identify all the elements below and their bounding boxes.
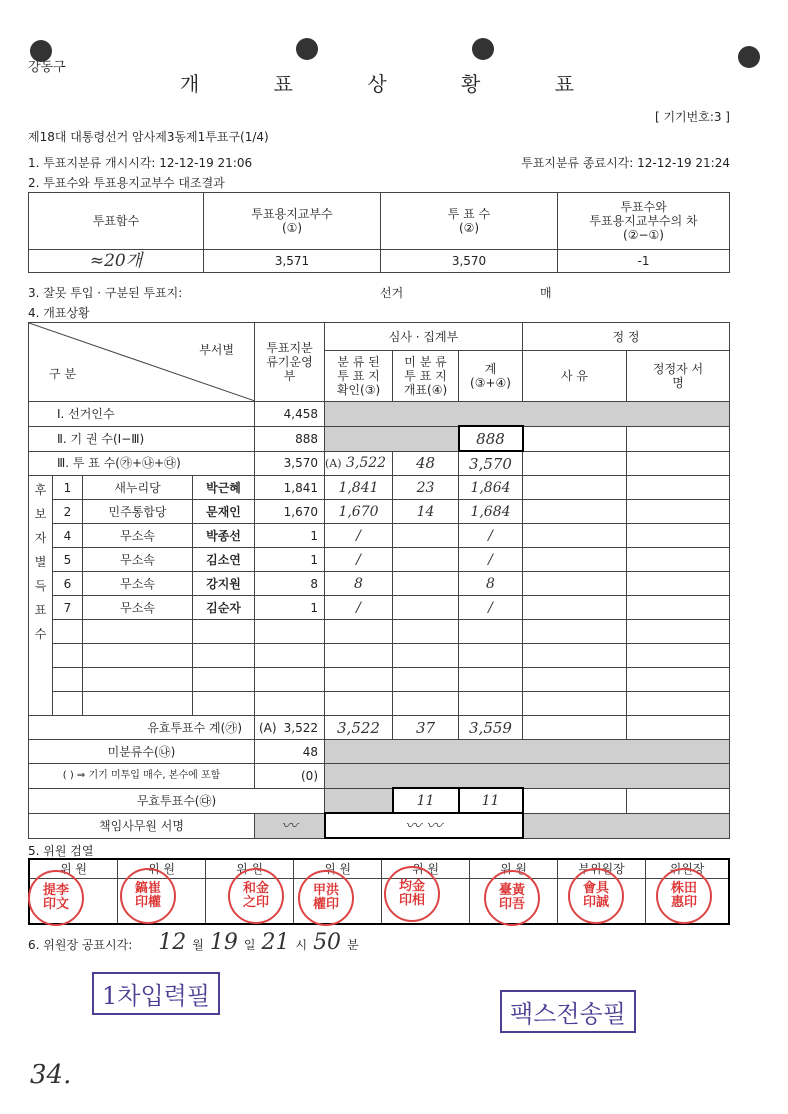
hw-sum: / [459, 596, 523, 620]
hw-classified: / [325, 548, 393, 572]
seal-stamp: 會具 印誠 [568, 868, 624, 924]
committee-head: 위 원 [470, 859, 558, 879]
shaded-cell [325, 740, 730, 764]
hw-minute: 50 [313, 930, 342, 955]
votes-count: 3,570 [381, 250, 558, 273]
table-row [29, 668, 730, 692]
header-issued: 투표용지교부수 (①) [204, 193, 381, 250]
candidate-party: 무소속 [83, 572, 193, 596]
shaded-cell [325, 402, 730, 427]
candidate-machine: 1 [255, 548, 325, 572]
shaded-cell [325, 764, 730, 789]
committee-head: 위 원 [118, 859, 206, 879]
election-name: 제18대 대통령선거 암사제3동제1투표구(1/4) [28, 130, 269, 144]
table-row [29, 692, 730, 716]
candidate-name: 문재인 [193, 500, 255, 524]
seal-stamp: 提李 印文 [28, 870, 84, 926]
section3-label: 3. 잘못 투입 · 구분된 투표지: [28, 286, 183, 300]
clerk-signature: 〰 [255, 813, 325, 838]
candidate-no: 6 [53, 572, 83, 596]
candidate-party: 무소속 [83, 524, 193, 548]
candidate-no: 7 [53, 596, 83, 620]
candidate-no: 2 [53, 500, 83, 524]
day-label: 일 [243, 938, 256, 952]
empty-cell [523, 426, 627, 451]
section3-election: 선거 [380, 286, 404, 300]
empty-cell [523, 788, 627, 813]
header-sum: 계 (③+④) [459, 351, 523, 402]
empty-cell [627, 451, 730, 476]
candidate-no: 4 [53, 524, 83, 548]
empty-cell [627, 596, 730, 620]
header-category: 구 분 [49, 367, 76, 381]
section4-label: 4. 개표상황 [28, 306, 90, 320]
hw-day: 19 [209, 930, 238, 955]
candidate-machine: 1 [255, 524, 325, 548]
hw-sum: 1,864 [459, 476, 523, 500]
page-number: 34. [30, 1060, 72, 1090]
committee-head: 위 원 [294, 859, 382, 879]
seal-stamp: 臺黃 印吾 [484, 870, 540, 926]
diagonal-line [29, 323, 255, 401]
empty-cell [523, 451, 627, 476]
row-electors-value: 4,458 [255, 402, 325, 427]
empty-cell [627, 476, 730, 500]
hw-month: 12 [158, 930, 187, 955]
empty-cell [523, 716, 627, 740]
row-unclassified-value: 48 [255, 740, 325, 764]
header-category-cell [29, 323, 255, 402]
reviewer-signature: 〰 〰 [325, 813, 523, 838]
empty-cell [523, 500, 627, 524]
empty-cell [627, 426, 730, 451]
shaded-cell [325, 426, 459, 451]
hw-classified: / [325, 524, 393, 548]
hw-invalid-unclassified: 11 [393, 788, 459, 813]
table-row [29, 524, 730, 548]
row-valid-value: (A) 3,522 [255, 716, 325, 740]
punch-hole [472, 38, 494, 60]
tally-table [28, 322, 730, 839]
hw-valid-sum: 3,559 [459, 716, 523, 740]
classify-end-time: 투표지분류 종료시각: 12-12-19 21:24 [521, 156, 730, 170]
candidate-party: 민주통합당 [83, 500, 193, 524]
empty-cell [523, 572, 627, 596]
first-input-stamp: 1차입력필 [92, 972, 220, 1015]
empty-cell [523, 476, 627, 500]
hw-sum: / [459, 548, 523, 572]
section5-label: 5. 위원 검열 [28, 844, 94, 858]
ballot-box-count: ≈20개 [29, 250, 204, 273]
empty-cell [523, 596, 627, 620]
difference-value: -1 [558, 250, 730, 273]
hw-abstain: 888 [459, 426, 523, 451]
hw-unclassified [393, 548, 459, 572]
header-correction: 정 정 [523, 323, 730, 351]
header-classified: 분 류 된 투 표 지 확인(③) [325, 351, 393, 402]
row-votes-value: 3,570 [255, 451, 325, 476]
hw-sum: 1,684 [459, 500, 523, 524]
seal-stamp: 鎬崔 印權 [120, 868, 176, 924]
minute-label: 분 [347, 938, 359, 952]
hw-valid-unclassified: 37 [393, 716, 459, 740]
hw-unclassified: 14 [393, 500, 459, 524]
seal-stamp: 甲洪 權印 [298, 870, 354, 926]
table-row [29, 596, 730, 620]
header-machine: 투표지분류기운영부 [255, 323, 325, 402]
candidate-machine: 8 [255, 572, 325, 596]
candidate-name: 김순자 [193, 596, 255, 620]
issued-count: 3,571 [204, 250, 381, 273]
table-row [29, 548, 730, 572]
header-votes: 투 표 수 (②) [381, 193, 558, 250]
hw-unclassified [393, 572, 459, 596]
hw-votes-classified: (A) 3,522 [325, 451, 393, 476]
section3-unit: 매 [540, 286, 552, 300]
candidate-machine: 1,841 [255, 476, 325, 500]
candidate-name: 강지원 [193, 572, 255, 596]
header-corrector: 정정자 서 명 [627, 351, 730, 402]
district-label: 강동구 [28, 60, 66, 75]
row-valid-label: 유효투표수 계(㉮) [29, 716, 255, 740]
row-unclassified-label: 미분류수(㉯) [29, 740, 255, 764]
seal-stamp: 和金 之印 [228, 868, 284, 924]
empty-cell [627, 500, 730, 524]
committee-head: 위원장 [646, 859, 730, 879]
candidate-no: 5 [53, 548, 83, 572]
row-abstain-label: Ⅱ. 기 권 수(Ⅰ−Ⅲ) [29, 426, 255, 451]
classify-start-time: 1. 투표지분류 개시시각: 12-12-19 21:06 [28, 156, 253, 170]
hw-classified: 1,670 [325, 500, 393, 524]
header-reason: 사 유 [523, 351, 627, 402]
table-row [29, 644, 730, 668]
row-invalid-label: 무효투표수(㉰) [29, 788, 325, 813]
hw-classified: 8 [325, 572, 393, 596]
vote-reconciliation-table [28, 192, 730, 273]
row-abstain-value: 888 [255, 426, 325, 451]
hw-unclassified [393, 524, 459, 548]
row-note-value: (0) [255, 764, 325, 789]
side-label: 후 보 자 별 득 표 수 [29, 476, 53, 716]
candidate-machine: 1,670 [255, 500, 325, 524]
hour-label: 시 [295, 938, 308, 952]
header-review: 심사 · 집계부 [325, 323, 523, 351]
shaded-cell [523, 813, 730, 838]
candidate-name: 박종선 [193, 524, 255, 548]
empty-cell [523, 524, 627, 548]
hw-classified: / [325, 596, 393, 620]
candidate-name: 박근혜 [193, 476, 255, 500]
hw-valid-classified: 3,522 [325, 716, 393, 740]
committee-head: 위 원 [382, 859, 470, 879]
announce-time-row [28, 930, 359, 955]
empty-cell [627, 716, 730, 740]
candidate-party: 새누리당 [83, 476, 193, 500]
header-difference: 투표수와 투표용지교부수의 차 (②−①) [558, 193, 730, 250]
candidate-no: 1 [53, 476, 83, 500]
section6-label: 6. 위원장 공표시각: [28, 938, 133, 952]
committee-head: 위 원 [206, 859, 294, 879]
candidate-name: 김소연 [193, 548, 255, 572]
hw-hour: 21 [261, 930, 290, 955]
row-note-label: ( ) ⇒ 기기 미투입 매수, 본수에 포함 [29, 764, 255, 789]
table-row [29, 572, 730, 596]
hw-invalid-sum: 11 [459, 788, 523, 813]
row-electors-label: Ⅰ. 선거인수 [29, 402, 255, 427]
machine-number: [ 기기번호:3 ] [654, 110, 730, 124]
candidate-party: 무소속 [83, 548, 193, 572]
empty-cell [523, 548, 627, 572]
header-ballot-box: 투표함수 [29, 193, 204, 250]
hw-votes-sum: 3,570 [459, 451, 523, 476]
hw-sum: 8 [459, 572, 523, 596]
seal-stamp: 均金 印相 [384, 866, 440, 922]
hw-unclassified [393, 596, 459, 620]
punch-hole [738, 46, 760, 68]
empty-cell [627, 548, 730, 572]
hw-unclassified: 23 [393, 476, 459, 500]
candidate-party: 무소속 [83, 596, 193, 620]
hw-votes-unclassified: 48 [393, 451, 459, 476]
empty-cell [627, 788, 730, 813]
hw-classified: 1,841 [325, 476, 393, 500]
committee-head: 부위원장 [558, 859, 646, 879]
header-unclassified: 미 분 류 투 표 지 개표(④) [393, 351, 459, 402]
table-row [29, 620, 730, 644]
row-sign-label: 책임사무원 서명 [29, 813, 255, 838]
punch-hole [296, 38, 318, 60]
section2-label: 2. 투표수와 투표용지교부수 대조결과 [28, 176, 225, 190]
committee-head: 위 원 [29, 859, 118, 879]
shaded-cell [325, 788, 393, 813]
candidate-machine: 1 [255, 596, 325, 620]
empty-cell [627, 524, 730, 548]
seal-stamp: 株田 惠印 [656, 868, 712, 924]
empty-cell [627, 572, 730, 596]
month-label: 월 [192, 938, 204, 952]
header-dept: 부서별 [199, 343, 234, 357]
table-row [29, 500, 730, 524]
page-title: 개 표 상 황 표 [179, 72, 609, 96]
hw-sum: / [459, 524, 523, 548]
row-votes-label: Ⅲ. 투 표 수(㉮+㉯+㉰) [29, 451, 255, 476]
table-row [29, 476, 730, 500]
fax-sent-stamp: 팩스전송필 [500, 990, 636, 1033]
